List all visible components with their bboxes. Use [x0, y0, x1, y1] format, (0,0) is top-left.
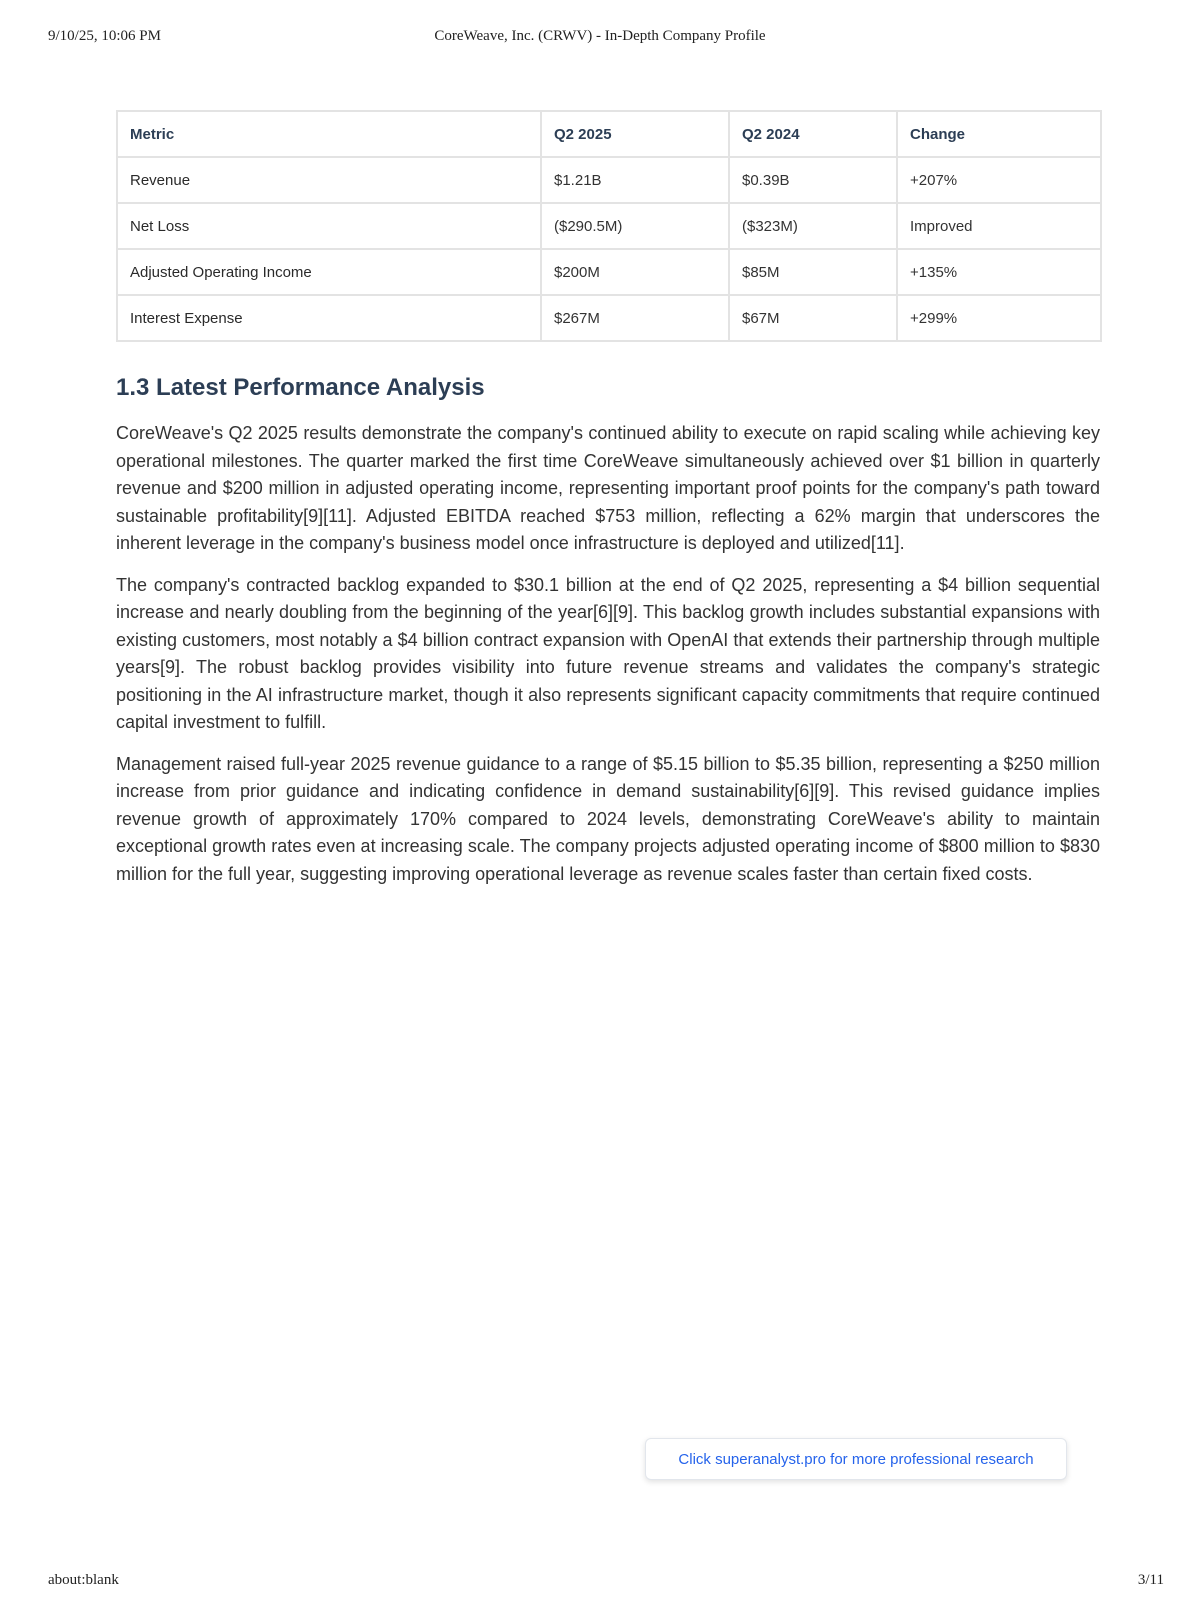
print-footer [48, 1572, 1164, 1592]
cell-q2-2024: $0.39B [729, 157, 897, 203]
cell-q2-2025: ($290.5M) [541, 203, 729, 249]
cell-change: Improved [897, 203, 1101, 249]
table-header-row [117, 111, 1101, 157]
table-row [117, 249, 1101, 295]
cell-change: +207% [897, 157, 1101, 203]
print-date: 9/10/25, 10:06 PM [48, 28, 161, 44]
financial-metrics-table [116, 110, 1102, 342]
cell-metric: Revenue [117, 157, 541, 203]
header-change: Change [897, 111, 1101, 157]
table-row [117, 157, 1101, 203]
document-content [116, 110, 1100, 902]
cell-q2-2024: $67M [729, 295, 897, 341]
cell-q2-2025: $1.21B [541, 157, 729, 203]
cell-change: +299% [897, 295, 1101, 341]
cell-q2-2024: ($323M) [729, 203, 897, 249]
cell-q2-2025: $200M [541, 249, 729, 295]
cell-q2-2025: $267M [541, 295, 729, 341]
cell-q2-2024: $85M [729, 249, 897, 295]
promo-link-label: Click superanalyst.pro for more professional research [678, 1450, 1034, 1468]
print-header [48, 28, 1152, 52]
table-row [117, 203, 1101, 249]
header-metric: Metric [117, 111, 541, 157]
promo-link-button[interactable] [645, 1438, 1067, 1480]
header-q2-2025: Q2 2025 [541, 111, 729, 157]
section-heading: 1.3 Latest Performance Analysis [116, 374, 485, 401]
header-q2-2024: Q2 2024 [729, 111, 897, 157]
print-url: about:blank [48, 1572, 119, 1588]
paragraph: Management raised full-year 2025 revenue guidance to a range of $5.15 billion to $5.35 billion, representing a $250 million increase from prior guidance and indicating confidence in demand sustainability[6][9]. This revised guidance implies revenue growth of approximately 170% compared to 2024 levels, demonstrating CoreWeave's ability to maintain exceptional growth rates even at increasing scale. The company projects adjusted operating income of $800 million to $830 million for the full year, suggesting improving operational leverage as revenue scales faster than certain fixed costs. [116, 753, 1100, 884]
table-row [117, 295, 1101, 341]
page-number: 3/11 [1137, 1572, 1164, 1588]
cell-change: +135% [897, 249, 1101, 295]
cell-metric: Interest Expense [117, 295, 541, 341]
print-document-title: CoreWeave, Inc. (CRWV) - In-Depth Company Profile [434, 28, 766, 44]
paragraph: CoreWeave's Q2 2025 results demonstrate the company's continued ability to execute on rapid scaling while achieving key operational milestones. The quarter marked the first time CoreWeave simultaneously achieved over $1 billion in quarterly revenue and $200 million in adjusted operating income, representing important proof points for the company's path toward sustainable profitability[9][11]. Adjusted EBITDA reached $753 million, reflecting a 62% margin that underscores the inherent leverage in the company's business model once infrastructure is deployed and utilized[11]. [116, 423, 1100, 553]
paragraph: The company's contracted backlog expanded to $30.1 billion at the end of Q2 2025, representing a $4 billion sequential increase and nearly doubling from the beginning of the year[6][9]. This backlog growth includes substantial expansions with existing customers, most notably a $4 billion contract expansion with OpenAI that extends their partnership through multiple years[9]. The robust backlog provides visibility into future revenue streams and validates the company's strategic positioning in the AI infrastructure market, though it also represents significant capacity commitments that require continued capital investment to fulfill. [116, 574, 1100, 732]
cell-metric: Adjusted Operating Income [117, 249, 541, 295]
cell-metric: Net Loss [117, 203, 541, 249]
